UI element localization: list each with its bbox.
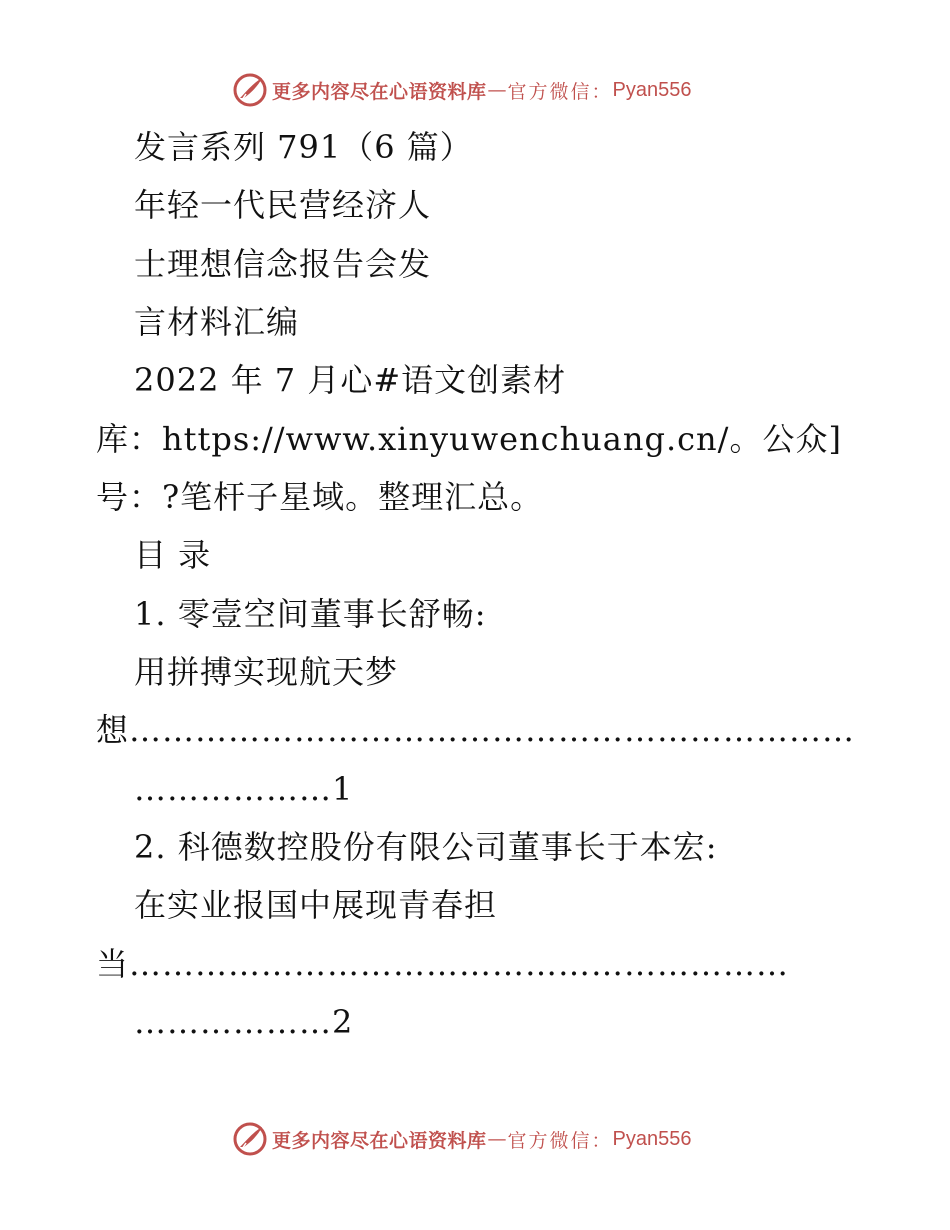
watermark-separator: — <box>487 1128 507 1150</box>
footer-watermark <box>232 1119 692 1159</box>
doc-title-line-2: 年轻一代民营经济人 <box>134 186 432 224</box>
doc-date-line: 2022 年 7 月心#语文创素材 <box>134 361 567 399</box>
doc-source-url-line: 库：https://www.xinyuwenchuang.cn/。公众] <box>96 420 842 458</box>
watermark-wechat-id: Pyan556 <box>612 78 692 101</box>
toc-item-2-leader: 当…………………………………………………… <box>96 945 790 983</box>
quill-circle-logo-icon <box>232 1121 268 1157</box>
toc-item-1-leader: 想………………………………………………………… <box>96 711 856 749</box>
header-watermark <box>232 70 692 110</box>
watermark-site-text: 更多内容尽在心语资料库 <box>272 80 487 103</box>
toc-item-2-page: ………………2 <box>134 1003 354 1041</box>
toc-item-1-subtitle: 用拼搏实现航天梦 <box>134 653 399 691</box>
watermark-wechat-label: 官方微信： <box>507 80 613 103</box>
watermark-wechat-id: Pyan556 <box>612 1127 692 1150</box>
watermark-site-text: 更多内容尽在心语资料库 <box>272 1129 487 1152</box>
toc-item-1-page: ………………1 <box>134 770 354 808</box>
toc-item-2-title: 2. 科德数控股份有限公司董事长于本宏: <box>134 828 718 866</box>
doc-title-line-1: 发言系列 791（6 篇） <box>134 128 473 166</box>
toc-item-1-title: 1. 零壹空间董事长舒畅: <box>134 595 487 633</box>
doc-title-line-3: 士理想信念报告会发 <box>134 245 432 283</box>
quill-circle-logo-icon <box>232 72 268 108</box>
toc-heading: 目 录 <box>134 536 212 574</box>
toc-item-2-subtitle: 在实业报国中展现青春担 <box>134 886 498 924</box>
doc-account-line: 号：?笔杆子星域。整理汇总。 <box>96 478 544 516</box>
watermark-separator: — <box>487 79 507 101</box>
watermark-wechat-label: 官方微信： <box>507 1129 613 1152</box>
doc-title-line-4: 言材料汇编 <box>134 303 300 341</box>
